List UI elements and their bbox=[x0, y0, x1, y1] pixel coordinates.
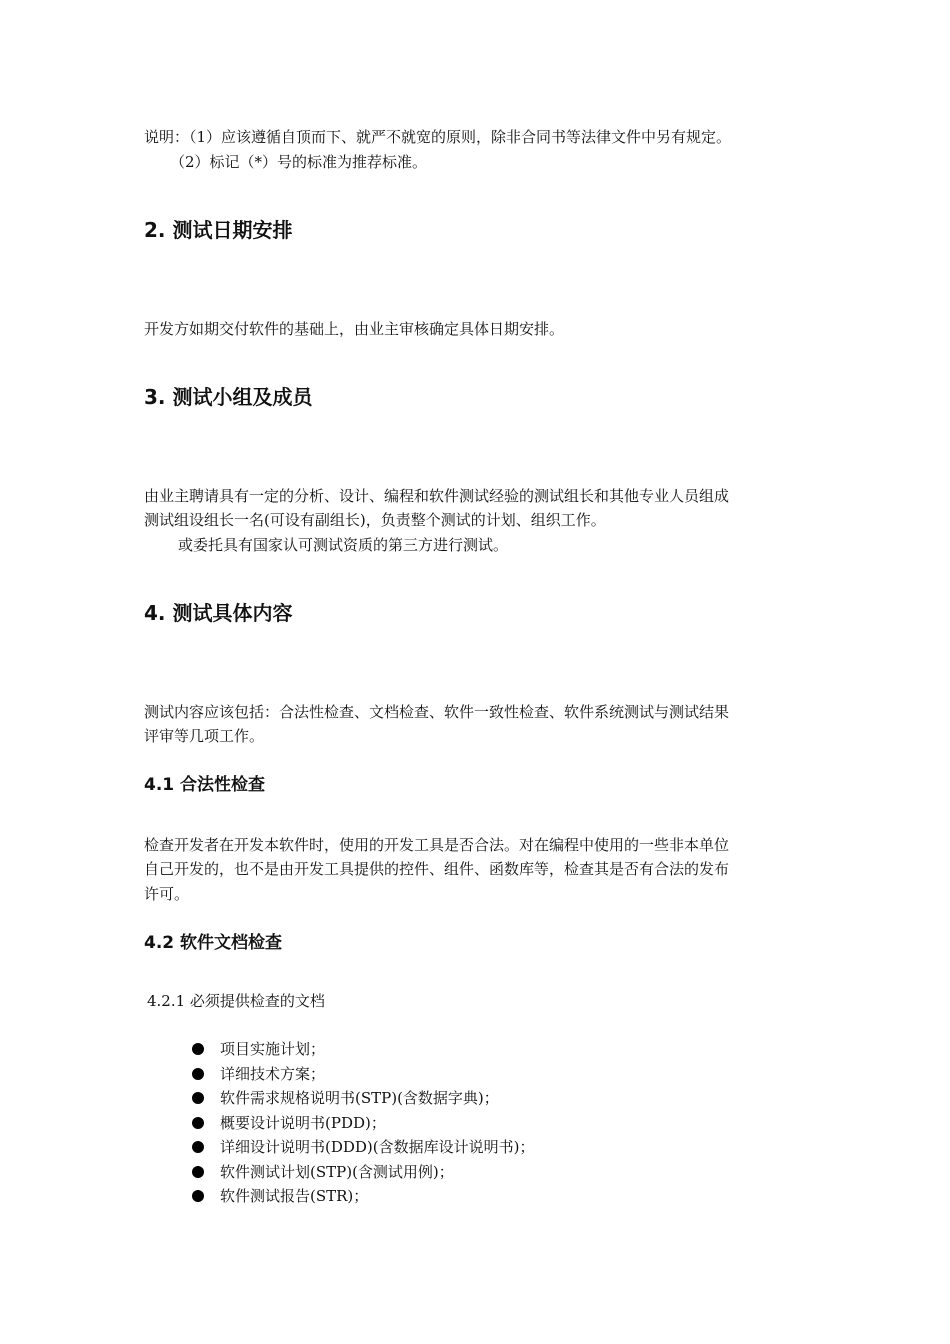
section-2-heading: 2. 测试日期安排 bbox=[144, 218, 293, 242]
bullet-icon bbox=[192, 1190, 204, 1202]
note-line-1: 说明：（1）应该遵循自顶而下、就严不就宽的原则，除非合同书等法律文件中另有规定。 bbox=[144, 128, 732, 146]
list-item bbox=[190, 1135, 535, 1160]
list-item bbox=[190, 1086, 535, 1111]
section-4-1-line-2: 自己开发的，也不是由开发工具提供的控件、组件、函数库等，检查其是否有合法的发布 bbox=[144, 860, 730, 878]
section-4-line-2: 评审等几项工作。 bbox=[144, 727, 265, 745]
list-item-text: 详细技术方案； bbox=[220, 1064, 326, 1083]
section-4-2-1-subheading: 4.2.1 必须提供检查的文档 bbox=[147, 992, 325, 1010]
list-item bbox=[190, 1184, 535, 1209]
list-item-text: 概要设计说明书(PDD)； bbox=[220, 1113, 386, 1132]
bullet-icon bbox=[192, 1141, 204, 1153]
section-4-1-heading: 4.1 合法性检查 bbox=[144, 775, 266, 795]
list-item-text: 软件测试报告(STR)； bbox=[220, 1187, 369, 1205]
section-4-1-line-1: 检查开发者在开发本软件时，使用的开发工具是否合法。对在编程中使用的一些非本单位 bbox=[144, 836, 730, 854]
section-4-line-1: 测试内容应该包括：合法性检查、文档检查、软件一致性检查、软件系统测试与测试结果 bbox=[144, 703, 730, 721]
list-item bbox=[190, 1037, 535, 1062]
section-4-2-heading: 4.2 软件文档检查 bbox=[144, 933, 283, 953]
list-item-text: 软件需求规格说明书(STP)(含数据字典)； bbox=[220, 1089, 499, 1107]
section-2-text: 开发方如期交付软件的基础上，由业主审核确定具体日期安排。 bbox=[144, 320, 565, 338]
list-item bbox=[190, 1160, 535, 1185]
bullet-icon bbox=[192, 1166, 204, 1178]
list-item bbox=[190, 1062, 535, 1087]
note-line-2: （2）标记（*）号的标准为推荐标准。 bbox=[170, 153, 428, 171]
section-4-1-line-3: 许可。 bbox=[144, 885, 190, 903]
section-3-line-2: 测试组设组长一名(可设有副组长)，负责整个测试的计划、组织工作。 bbox=[144, 511, 606, 529]
section-3-heading: 3. 测试小组及成员 bbox=[144, 385, 313, 409]
required-documents-list bbox=[190, 1037, 535, 1209]
list-item-text: 详细设计说明书(DDD)(含数据库设计说明书)； bbox=[220, 1138, 535, 1156]
bullet-icon bbox=[192, 1043, 204, 1055]
section-3-line-1: 由业主聘请具有一定的分析、设计、编程和软件测试经验的测试组长和其他专业人员组成 bbox=[144, 487, 730, 505]
section-4-heading: 4. 测试具体内容 bbox=[144, 601, 293, 625]
section-3-line-3: 或委托具有国家认可测试资质的第三方进行测试。 bbox=[178, 536, 509, 554]
list-item-text: 软件测试计划(STP)(含测试用例)； bbox=[220, 1162, 454, 1181]
list-item-text: 项目实施计划； bbox=[220, 1040, 326, 1058]
bullet-icon bbox=[192, 1068, 204, 1080]
list-item bbox=[190, 1111, 535, 1136]
bullet-icon bbox=[192, 1092, 204, 1104]
bullet-icon bbox=[192, 1117, 204, 1129]
